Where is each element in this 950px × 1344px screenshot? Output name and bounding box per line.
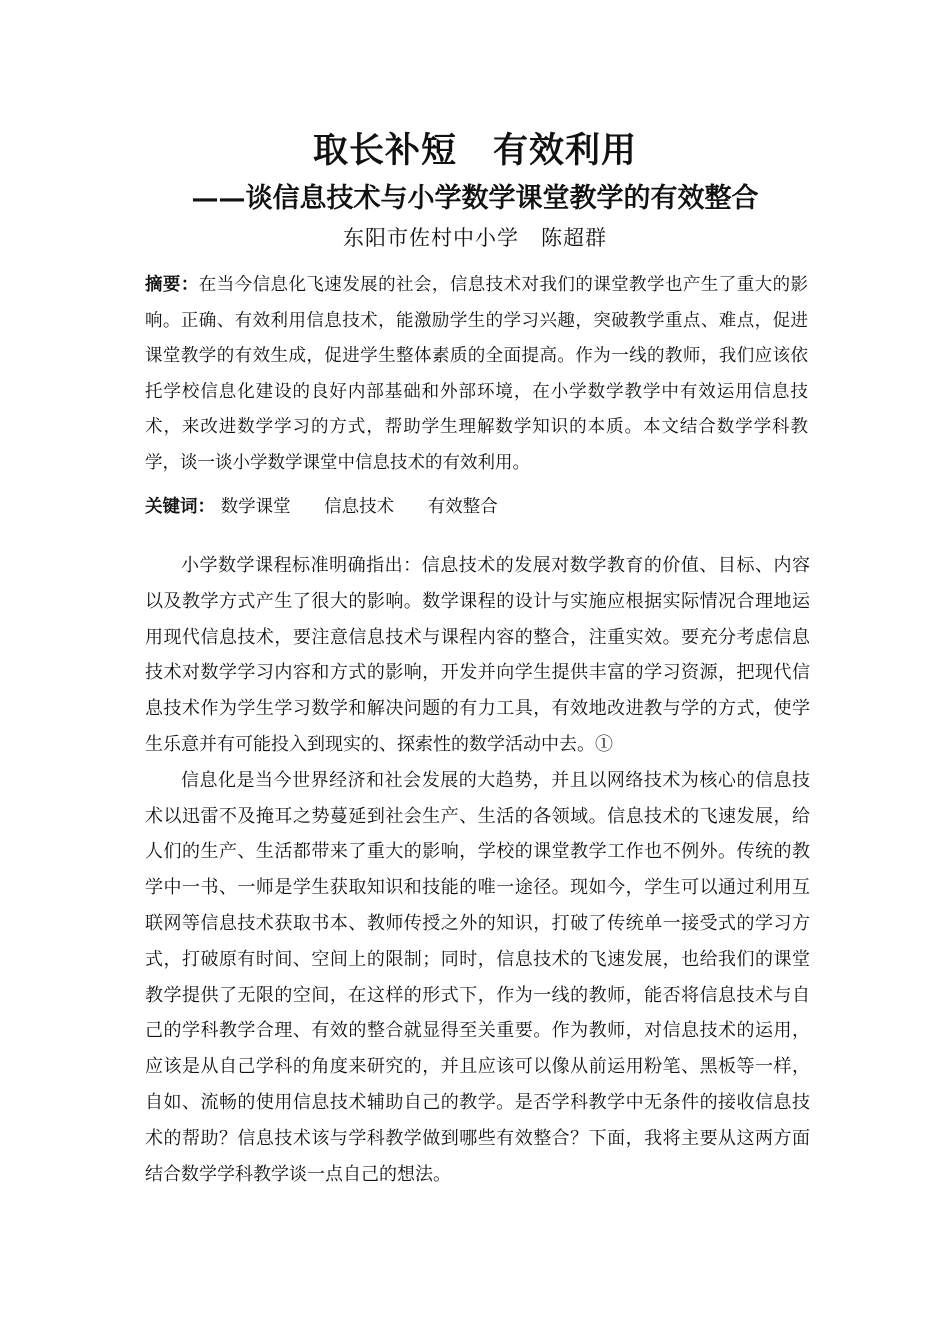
- keyword-item: 信息技术: [324, 497, 395, 517]
- body-paragraph: 信息化是当今世界经济和社会发展的大趋势，并且以网络技术为核心的信息技术以迅雷不及掩耳之势蔓延到社会生产、生活的各领域。信息技术的飞速发展，给人们的生产、生活都带来了重大的影响，学校的课堂教学工作也不例外。传统的教学中一书、一师是学生获取知识和技能的唯一途径。现如今，学生可以通过利用互联网等信息技术获取书本、教师传授之外的知识，打破了传统单一接受式的学习方式，打破原有时间、空间上的限制；同时，信息技术的飞速发展，也给我们的课堂教学提供了无限的空间，在这样的形式下，作为一线的教师，能否将信息技术与自己的学科教学合理、有效的整合就显得至关重要。作为教师，对信息技术的运用，应该是从自己学科的角度来研究的，并且应该可以像从前运用粉笔、黑板等一样，自如、流畅的使用信息技术辅助自己的教学。是否学科教学中无条件的接收信息技术的帮助？信息技术该与学科教学做到哪些有效整合？下面，我将主要从这两方面结合数学学科教学谈一点自己的想法。: [145, 769, 810, 1185]
- document-title: 取长补短 有效利用: [312, 130, 637, 171]
- body-text: [145, 548, 810, 1192]
- keyword-item: 数学课堂: [220, 497, 291, 517]
- keyword-item: 有效整合: [427, 497, 498, 517]
- body-paragraph: 小学数学课程标准明确指出：信息技术的发展对数学教育的价值、目标、内容以及教学方式产生了很大的影响。数学课程的设计与实施应根据实际情况合理地运用现代信息技术，要注意信息技术与课程内容的整合，注重实效。要充分考虑信息技术对数学学习内容和方式的影响，开发并向学生提供丰富的学习资源，把现代信息技术作为学生学习数学和解决问题的有力工具，有效地改进教与学的方式，使学生乐意并有可能投入到现实的、探索性的数学活动中去。①: [145, 555, 810, 755]
- keywords: [145, 490, 808, 525]
- abstract-text: 在当今信息化飞速发展的社会，信息技术对我们的课堂教学也产生了重大的影响。正确、有效利用信息技术，能激励学生的学习兴趣，突破教学重点、难点，促进课堂教学的有效生成，促进学生整体素质的全面提高。作为一线的教师，我们应该依托学校信息化建设的良好内部基础和外部环境，在小学数学教学中有效运用信息技术，来改进数学学习的方式，帮助学生理解数学知识的本质。本文结合数学学科教学，谈一谈小学数学课堂中信息技术的有效利用。: [145, 275, 809, 473]
- author-line: 东阳市佐村中小学 陈超群: [343, 226, 607, 250]
- abstract-label: 摘要：: [145, 275, 199, 295]
- document-subtitle: ——谈信息技术与小学数学课堂教学的有效整合: [191, 183, 759, 214]
- abstract: [145, 268, 808, 481]
- keywords-label: 关键词：: [145, 497, 215, 517]
